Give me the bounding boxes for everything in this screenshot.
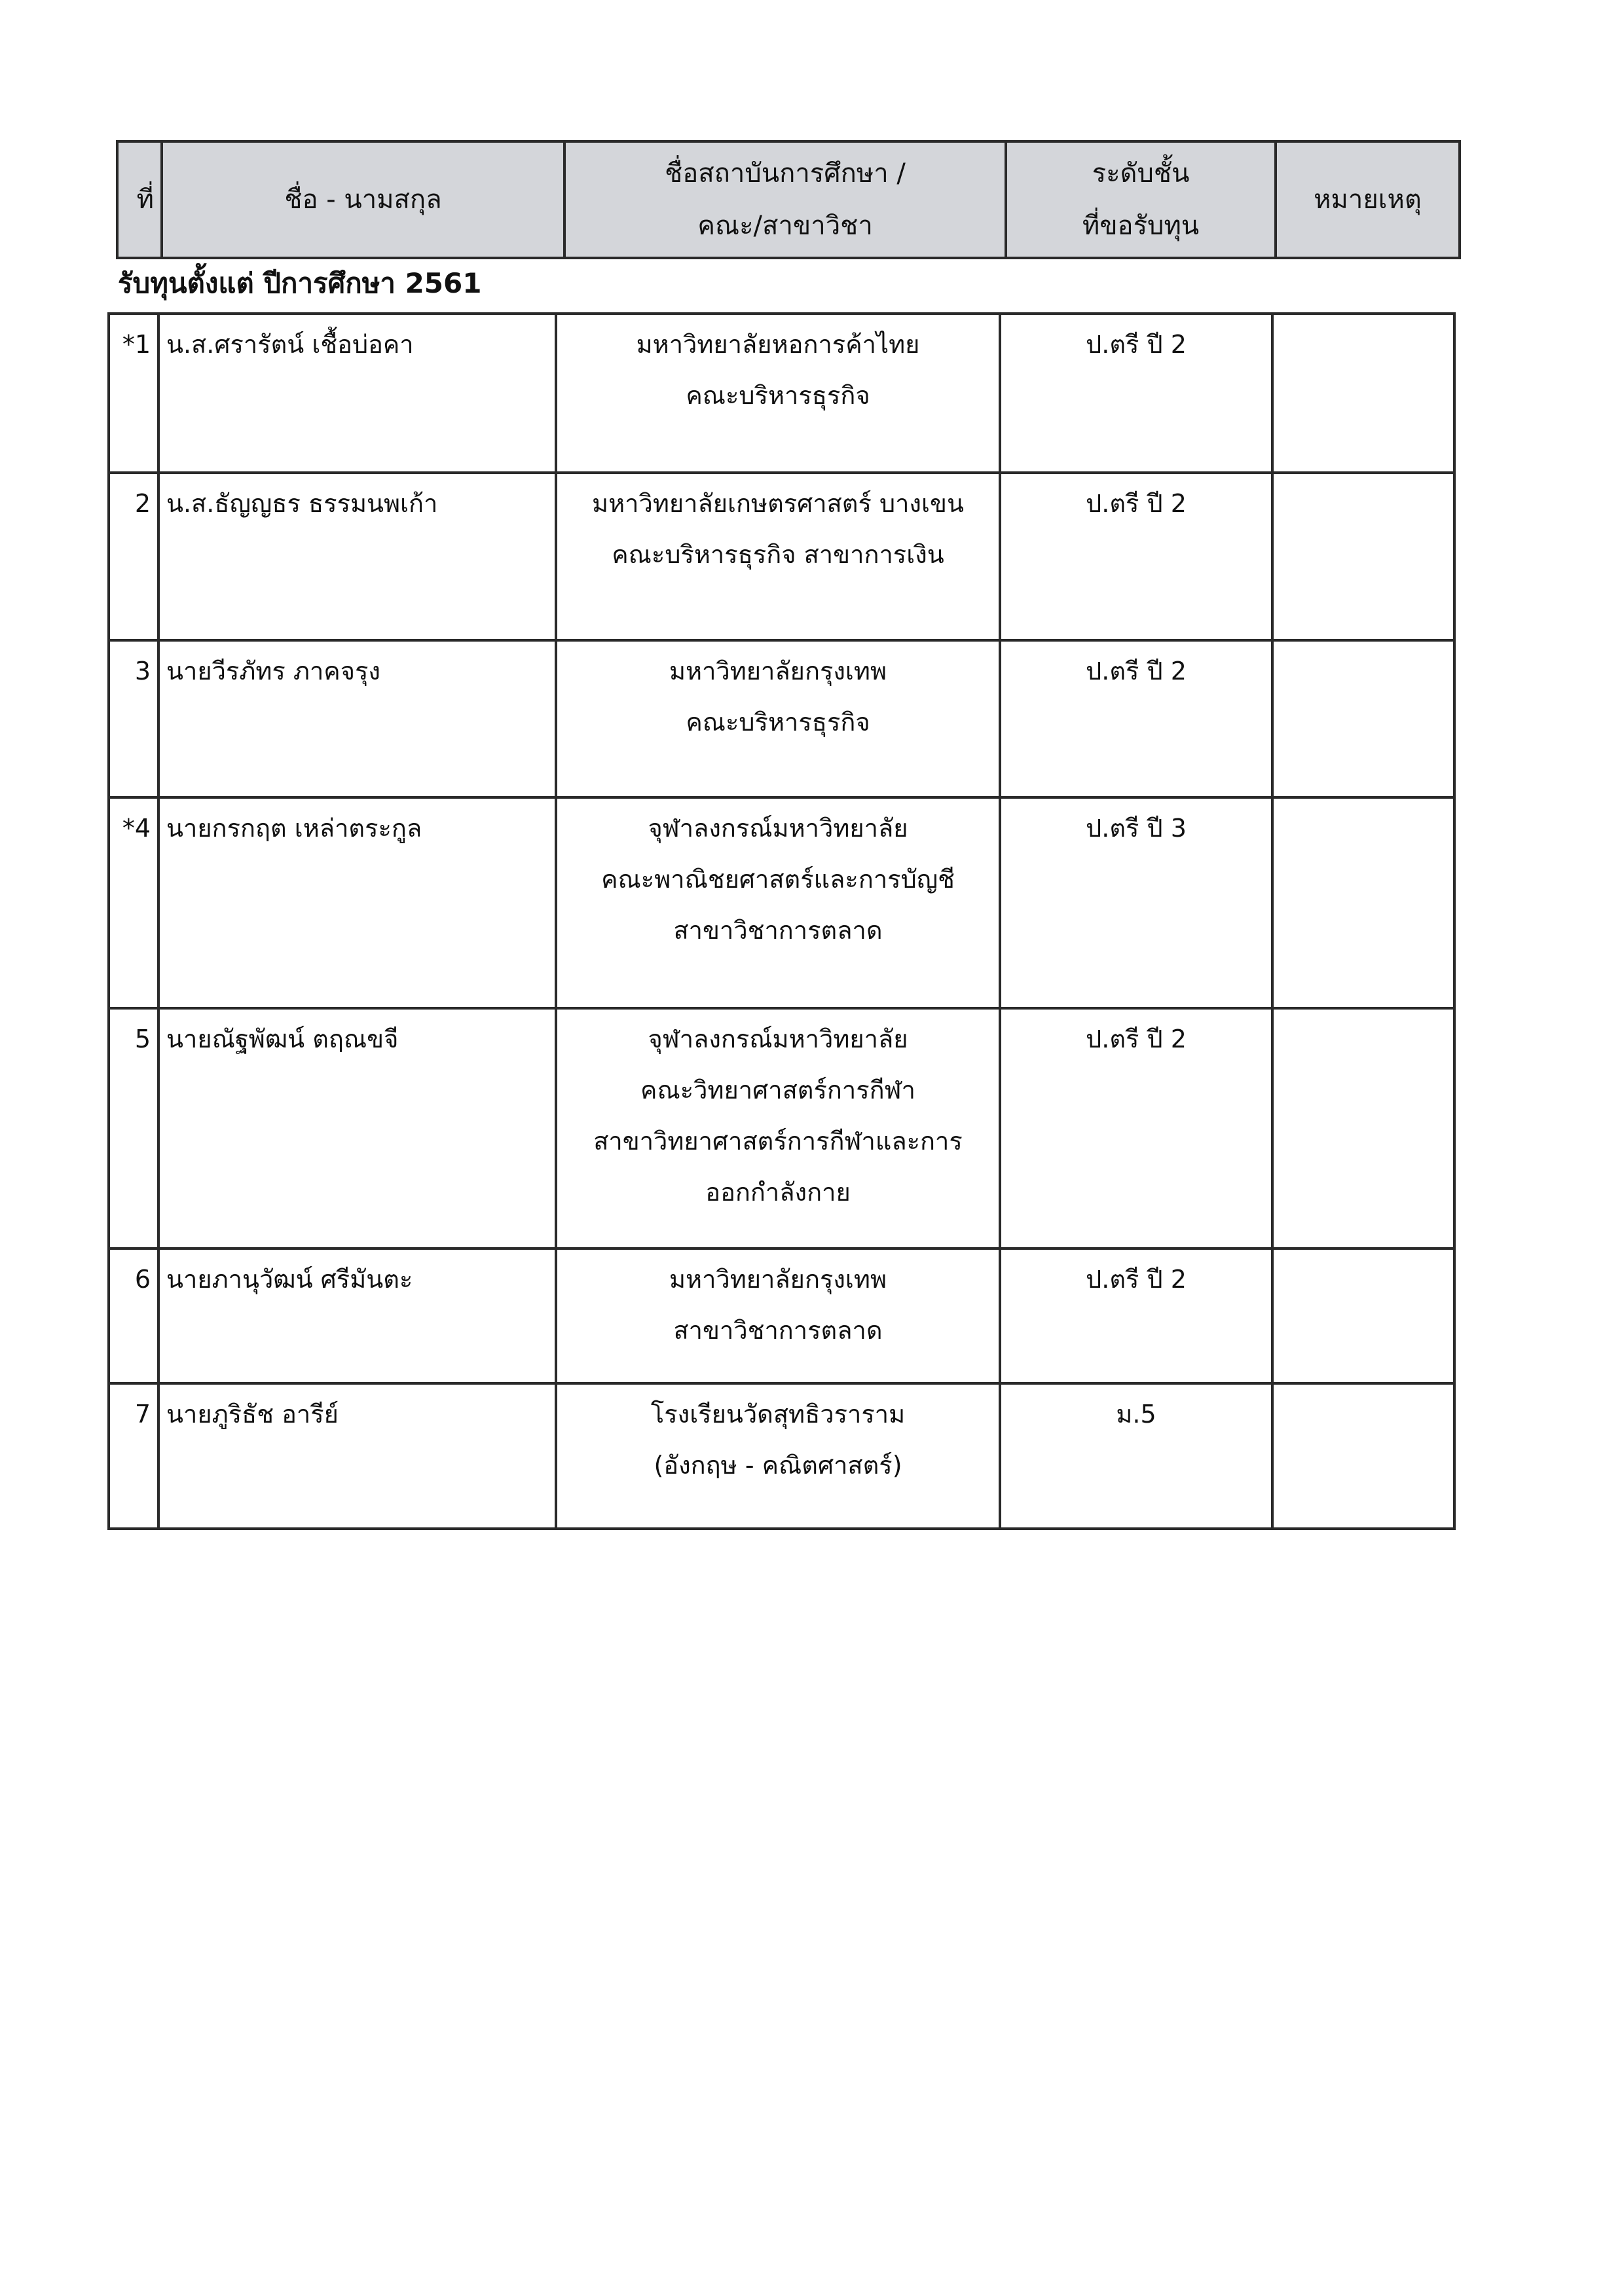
row-level: ป.ตรี ปี 2 — [1000, 640, 1272, 797]
institution-line: โรงเรียนวัดสุทธิวราราม — [650, 1400, 906, 1429]
row-remark — [1272, 473, 1454, 640]
institution-line: จุฬาลงกรณ์มหาวิทยาลัย — [648, 814, 908, 843]
institution-line: จุฬาลงกรณ์มหาวิทยาลัย — [648, 1025, 908, 1053]
header-level-line1: ระดับชั้น — [1092, 158, 1190, 189]
row-institution — [556, 640, 1000, 797]
row-institution — [556, 1383, 1000, 1529]
row-number: 5 — [109, 1008, 158, 1248]
table-row — [109, 473, 1454, 640]
institution-line: สาขาวิทยาศาสตร์การกีฬาและการ — [593, 1127, 963, 1156]
institution-line: มหาวิทยาลัยกรุงเทพ — [669, 657, 887, 685]
row-number: 6 — [109, 1248, 158, 1383]
row-remark — [1272, 1008, 1454, 1248]
row-name: น.ส.ศรารัตน์ เชื้อบ่อคา — [158, 314, 556, 473]
row-level: ป.ตรี ปี 2 — [1000, 1008, 1272, 1248]
section-title: รับทุนตั้งแต่ ปีการศึกษา 2561 — [118, 267, 482, 299]
header-level — [1006, 141, 1276, 258]
row-level: ม.5 — [1000, 1383, 1272, 1529]
row-level: ป.ตรี ปี 2 — [1000, 473, 1272, 640]
row-number: 3 — [109, 640, 158, 797]
row-institution — [556, 473, 1000, 640]
header-name: ชื่อ - นามสกุล — [162, 141, 564, 258]
table-row — [109, 314, 1454, 473]
row-number: 7 — [109, 1383, 158, 1529]
row-institution — [556, 1248, 1000, 1383]
row-name: นายวีรภัทร ภาคจรุง — [158, 640, 556, 797]
institution-line: ออกกำลังกาย — [705, 1178, 851, 1207]
institution-line: คณะบริหารธุรกิจ สาขาการเงิน — [612, 540, 944, 569]
table-row — [109, 1248, 1454, 1383]
row-level: ป.ตรี ปี 3 — [1000, 797, 1272, 1008]
row-level: ป.ตรี ปี 2 — [1000, 314, 1272, 473]
row-name: นายกรกฤต เหล่าตระกูล — [158, 797, 556, 1008]
row-name: นายภานุวัฒน์ ศรีมันตะ — [158, 1248, 556, 1383]
table-row — [109, 1008, 1454, 1248]
row-remark — [1272, 314, 1454, 473]
row-institution — [556, 314, 1000, 473]
institution-line: มหาวิทยาลัยเกษตรศาสตร์ บางเขน — [592, 489, 964, 518]
scholarship-table — [107, 312, 1456, 1530]
row-remark — [1272, 1248, 1454, 1383]
row-remark — [1272, 1383, 1454, 1529]
header-table — [116, 140, 1461, 259]
institution-line: คณะบริหารธุรกิจ — [686, 708, 870, 737]
header-institution-line1: ชื่อสถาบันการศึกษา / — [665, 158, 906, 189]
row-institution — [556, 1008, 1000, 1248]
institution-line: สาขาวิชาการตลาด — [673, 1316, 883, 1345]
row-number: *1 — [109, 314, 158, 473]
table-row — [109, 640, 1454, 797]
row-name: นายณัฐพัฒน์ ตฤณขจี — [158, 1008, 556, 1248]
row-institution — [556, 797, 1000, 1008]
institution-line: คณะบริหารธุรกิจ — [686, 381, 870, 410]
table-row — [109, 1383, 1454, 1529]
row-name: นายภูริธัช อารีย์ — [158, 1383, 556, 1529]
row-remark — [1272, 640, 1454, 797]
header-remark: หมายเหตุ — [1276, 141, 1460, 258]
table-row — [109, 797, 1454, 1008]
header-no: ที่ — [117, 141, 162, 258]
header-institution-line2: คณะ/สาขาวิชา — [697, 211, 873, 241]
institution-line: คณะวิทยาศาสตร์การกีฬา — [640, 1076, 915, 1104]
institution-line: คณะพาณิชยศาสตร์และการบัญชี — [601, 865, 955, 894]
header-level-line2: ที่ขอรับทุน — [1082, 211, 1200, 241]
institution-line: (อังกฤษ - คณิตศาสตร์) — [654, 1451, 902, 1480]
row-remark — [1272, 797, 1454, 1008]
row-name: น.ส.ธัญญธร ธรรมนพเก้า — [158, 473, 556, 640]
header-institution — [564, 141, 1006, 258]
institution-line: มหาวิทยาลัยหอการค้าไทย — [636, 330, 920, 359]
header-row — [117, 141, 1460, 258]
row-number: 2 — [109, 473, 158, 640]
row-level: ป.ตรี ปี 2 — [1000, 1248, 1272, 1383]
institution-line: มหาวิทยาลัยกรุงเทพ — [669, 1265, 887, 1294]
row-number: *4 — [109, 797, 158, 1008]
institution-line: สาขาวิชาการตลาด — [673, 916, 883, 945]
